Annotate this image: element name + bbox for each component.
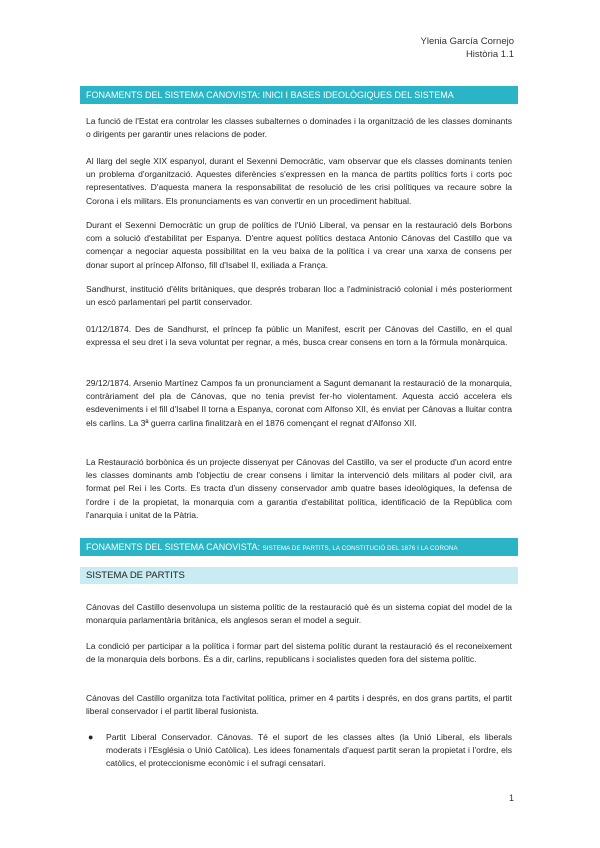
page-number: 1: [508, 793, 514, 803]
paragraph: 29/12/1874. Arsenio Martínez Campos fa un pronunciament a Sagunt demanant la restauració de la monarquia, contràriament del pla de Cánovas, que no tenia previst fer-ho violentament. Aquesta acció accelera els esdeveniments i el fill d'Isabel II torna a Espanya, coronat com Alfonso XII, és enviat per Cánovas a lluitar contra els carlins. La 3ª guerra carlina finalitzarà en el 1876 començant el regnat d'Alfonso XII.: [86, 378, 512, 428]
paragraph: La condició per participar a la política i formar part del sistema polític durant la restauració és el reconeixement de la monarquia dels borbons. És a dir, carlins, republicans i socialistes queden fora del sistema polític.: [86, 641, 512, 665]
paragraph: Sandhurst, institució d'èlits britàniques, que després trobaran lloc a l'administració colonial i més posteriorment un escó parlamentari pel partit conservador.: [86, 284, 512, 308]
header-subject: Història 1.1: [465, 49, 514, 60]
paragraph: 01/12/1874. Des de Sandhurst, el príncep fa públic un Manifest, escrit per Cánovas del Castillo, en el qual expressa el seu dret i la seva voluntat per regnar, a més, busca crear consens en torn a la fórmula monàrquica.: [86, 324, 512, 348]
section-title-1: FONAMENTS DEL SISTEMA CANOVISTA: INICI I BASES IDEOLÒGIQUES DEL SISTEMA: [86, 90, 454, 100]
paragraph: Cánovas del Castillo desenvolupa un sistema polític de la restauració què és un sistema copiat del model de la monarquia parlamentària britànica, els anglesos seran el model a seguir.: [86, 602, 512, 626]
paragraph: Cánovas del Castillo organitza tota l'activitat política, primer en 4 partits i després, en dos grans partits, el partit liberal conservador i el partit liberal fusionista.: [86, 693, 512, 717]
section-title-2: FONAMENTS DEL SISTEMA CANOVISTA:: [86, 542, 261, 552]
paragraph: La Restauració borbònica és un projecte dissenyat per Cánovas del Castillo, va ser el producte d'un acord entre les classes dominants amb l'objectiu de crear consens i limitar la intervenció dels militars al poder civil, ara format pel Rei i les Corts. Es tracta d'un disseny conservador amb quatre bases ideològiques, la defensa de l'ordre i de la propietat, la monarquia com a garantia d'estabilitat política, identificació de la República com l'anarquia i unitat de la Pàtria.: [86, 457, 512, 520]
section-subtitle-2: SISTEMA DE PARTITS, LA CONSTITUCIÓ DEL 1876 I LA CORONA: [262, 545, 458, 552]
bullet-icon: ●: [88, 732, 94, 742]
header-author: Ylenia García Cornejo: [420, 36, 514, 47]
section-banner-2: [80, 538, 518, 556]
paragraph: La funció de l'Estat era controlar les classes subalternes o dominades i la organització de les classes dominants o dirigents per garantir unes relacions de poder.: [86, 116, 512, 140]
subsection-title: SISTEMA DE PARTITS: [86, 570, 185, 581]
paragraph: Durant el Sexenni Democràtic un grup de polítics de l'Unió Liberal, va pensar en la restauració dels Borbons com a solució d'estabilitat per Espanya. D'entre aquest polítics destaca Antonio Cánovas del Castillo que va començar a negociar aquesta possibilitat en la veu baixa de la política i va crear una xarxa de consens per donar suport al príncep Alfonso, fill d'Isabel II, exiliada a França.: [86, 220, 512, 270]
list-item: Partit Liberal Conservador. Cánovas. Té el suport de les classes altes (la Unió Liberal, els liberals moderats i l'Església o Unió Catòlica). Les idees fonamentals d'aquest partit seran la propietat i l'ordre, els catòlics, el proteccionisme econòmic i el sufragi censatari.: [106, 732, 512, 769]
section-banner-1: [80, 86, 518, 104]
subsection-banner: [80, 567, 518, 584]
paragraph: Al llarg del segle XIX espanyol, durant el Sexenni Democràtic, vam observar que els classes dominants tenien un problema d'organització. Aquestes diferències s'expressen en la manca de partits polítics forts i corts poc representatives. D'aquesta manera la responsabilitat de resolució de les crisi polítiques va recaure sobre la Corona i els militars. Els pronunciaments es van convertir en un procediment habitual.: [86, 156, 512, 206]
